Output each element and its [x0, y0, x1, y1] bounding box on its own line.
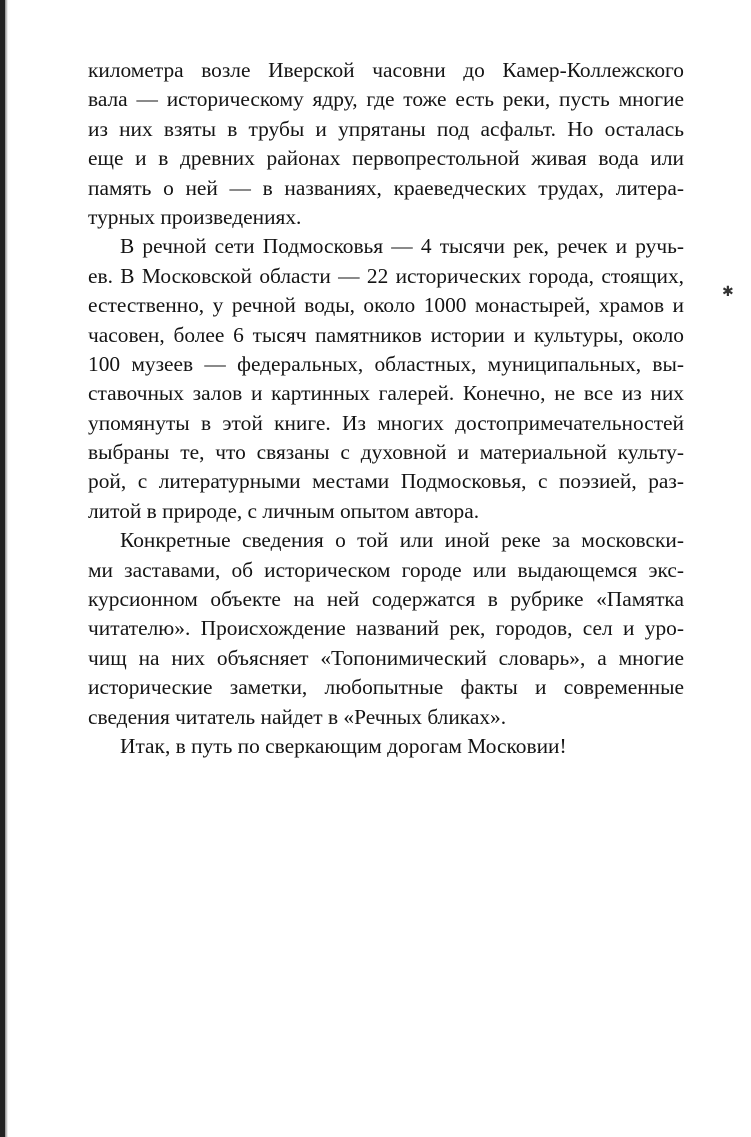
text-line-5: память о ней — в названиях, краеведческих трудах, литера-	[88, 175, 684, 200]
text-line-10: часовен, более 6 тысяч памятников истории и культуры, около	[88, 322, 684, 347]
text-line-9: естественно, у речной воды, около 1000 монастырей, храмов и	[88, 293, 684, 318]
text-line-6: турных произведениях.	[88, 204, 302, 229]
text-line-18: ми заставами, об историческом городе или выдающемся экс-	[88, 557, 684, 582]
text-line-21: чищ на них объясняет «Топонимический словарь», а многие	[88, 645, 684, 670]
text-line-14: выбраны те, что связаны с духовной и материальной культу-	[88, 440, 684, 465]
text-line-1: километра возле Иверской часовни до Камер-Коллежского	[88, 58, 684, 82]
text-line-24: Итак, в путь по сверкающим дорогам Московии!	[120, 733, 567, 758]
text-line-8: ев. В Московской области — 22 исторических города, стоящих,	[88, 263, 684, 288]
text-line-16: литой в природе, с личным опытом автора.	[88, 498, 480, 523]
text-line-17: Конкретные сведения о той или иной реке за московски-	[120, 528, 684, 553]
text-line-2: вала — историческому ядру, где тоже есть реки, пусть многие	[88, 87, 684, 112]
text-line-4: еще и в древних районах первопрестольной живая вода или	[88, 146, 684, 171]
text-line-19: курсионном объекте на ней содержатся в рубрике «Памятка	[88, 587, 684, 612]
text-line-23: сведения читатель найдет в «Речных бликах».	[88, 704, 507, 729]
text-line-22: исторические заметки, любопытные факты и современные	[88, 675, 684, 700]
scan-speck-mark: ✱	[722, 285, 734, 300]
text-line-11: 100 музеев — федеральных, областных, муниципальных, вы-	[88, 351, 684, 376]
text-line-15: рой, с литературными местами Подмосковья, с поэзией, раз-	[88, 469, 684, 494]
text-line-7: В речной сети Подмосковья — 4 тысячи рек, речек и ручь-	[120, 234, 684, 259]
text-line-3: из них взяты в трубы и упрятаны под асфальт. Но осталась	[88, 116, 684, 141]
text-line-12: ставочных залов и картинных галерей. Конечно, не все из них	[88, 381, 684, 406]
text-line-13: упомянуты в этой книге. Из многих достопримечательностей	[88, 410, 684, 435]
page-text-block	[88, 56, 684, 761]
scan-edge-shadow	[5, 0, 8, 1137]
text-line-20: читателю». Происхождение названий рек, городов, сел и уро-	[88, 616, 684, 641]
